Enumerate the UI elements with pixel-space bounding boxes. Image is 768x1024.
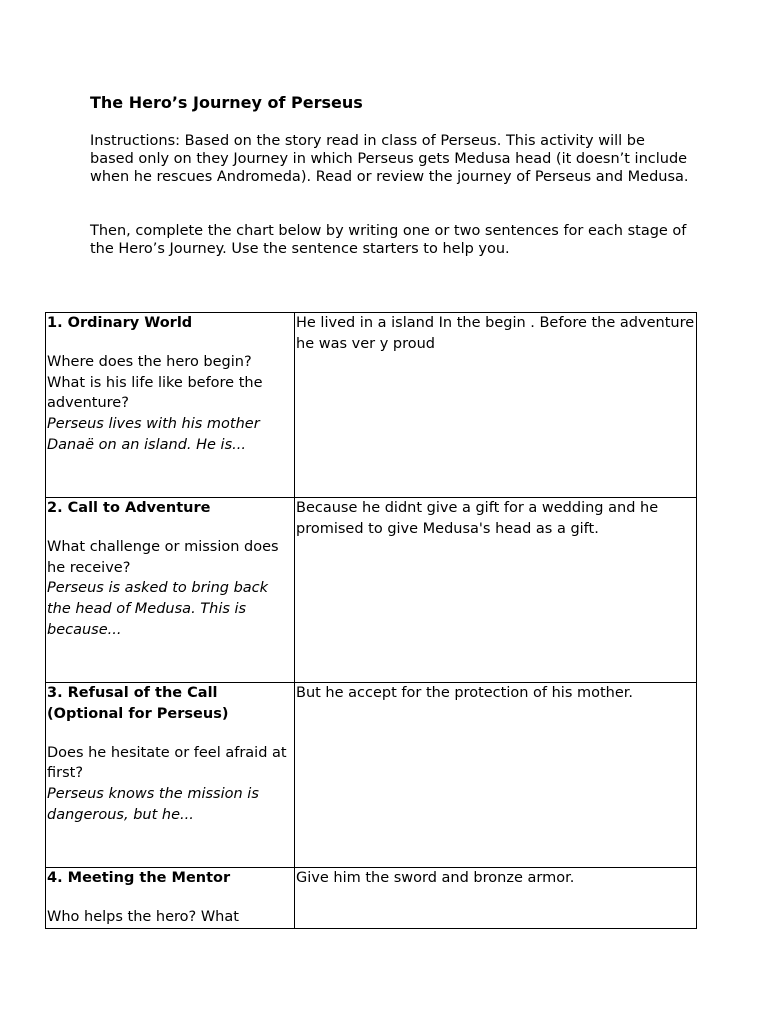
stage-answer-cell[interactable] bbox=[295, 868, 697, 929]
sentence-starter: Perseus knows the mission is dangerous, but he... bbox=[47, 786, 259, 823]
stage-prompt-cell bbox=[46, 683, 295, 868]
stage-question: Where does the hero begin? What is his life like before the adventure? bbox=[47, 353, 263, 412]
sentence-starter: Perseus lives with his mother Danaë on an island. He is... bbox=[47, 416, 260, 453]
sentence-starter: Perseus is asked to bring back the head of Medusa. This is because... bbox=[47, 580, 269, 638]
chart-instructions-paragraph: Then, complete the chart below by writing one or two sentences for each stage of the Hero’s Journey. Use the sentence starters to help you. bbox=[90, 223, 687, 257]
heros-journey-chart bbox=[45, 312, 697, 929]
stage-prompt-cell bbox=[46, 868, 295, 929]
stage-row-meeting-the-mentor bbox=[46, 868, 697, 929]
stage-row-call-to-adventure bbox=[46, 498, 697, 683]
stage-question: What challenge or mission does he receive? bbox=[47, 538, 279, 576]
stage-title: 2. Call to Adventure bbox=[47, 500, 211, 516]
stage-prompt-cell bbox=[46, 498, 295, 683]
stage-row-ordinary-world bbox=[46, 313, 697, 498]
stage-answer-cell[interactable] bbox=[295, 313, 697, 498]
stage-answer-cell[interactable] bbox=[295, 498, 697, 683]
stage-title: 3. Refusal of the Call (Optional for Perseus) bbox=[47, 685, 229, 722]
stage-question: Who helps the hero? What bbox=[47, 908, 239, 925]
student-answer: But he accept for the protection of his mother. bbox=[296, 685, 634, 701]
student-answer: Because he didnt give a gift for a wedding and he promised to give Medusa's head as a gift. bbox=[296, 500, 659, 537]
student-answer: Give him the sword and bronze armor. bbox=[296, 870, 575, 886]
stage-answer-cell[interactable] bbox=[295, 683, 697, 868]
student-answer: He lived in a island In the begin . Before the adventure he was ver y proud bbox=[296, 315, 695, 352]
stage-title: 4. Meeting the Mentor bbox=[47, 870, 231, 886]
stage-prompt-cell bbox=[46, 313, 295, 498]
stage-row-refusal-of-the-call bbox=[46, 683, 697, 868]
instructions-paragraph: Instructions: Based on the story read in class of Perseus. This activity will be based only on they Journey in which Perseus gets Medusa head (it doesn’t include when he rescues Andromeda). Read or review the journey of Perseus and Medusa. bbox=[90, 133, 689, 185]
stage-question: Does he hesitate or feel afraid at first? bbox=[47, 744, 287, 782]
document-title: The Hero’s Journey of Perseus bbox=[90, 93, 363, 112]
stage-title: 1. Ordinary World bbox=[47, 315, 193, 331]
